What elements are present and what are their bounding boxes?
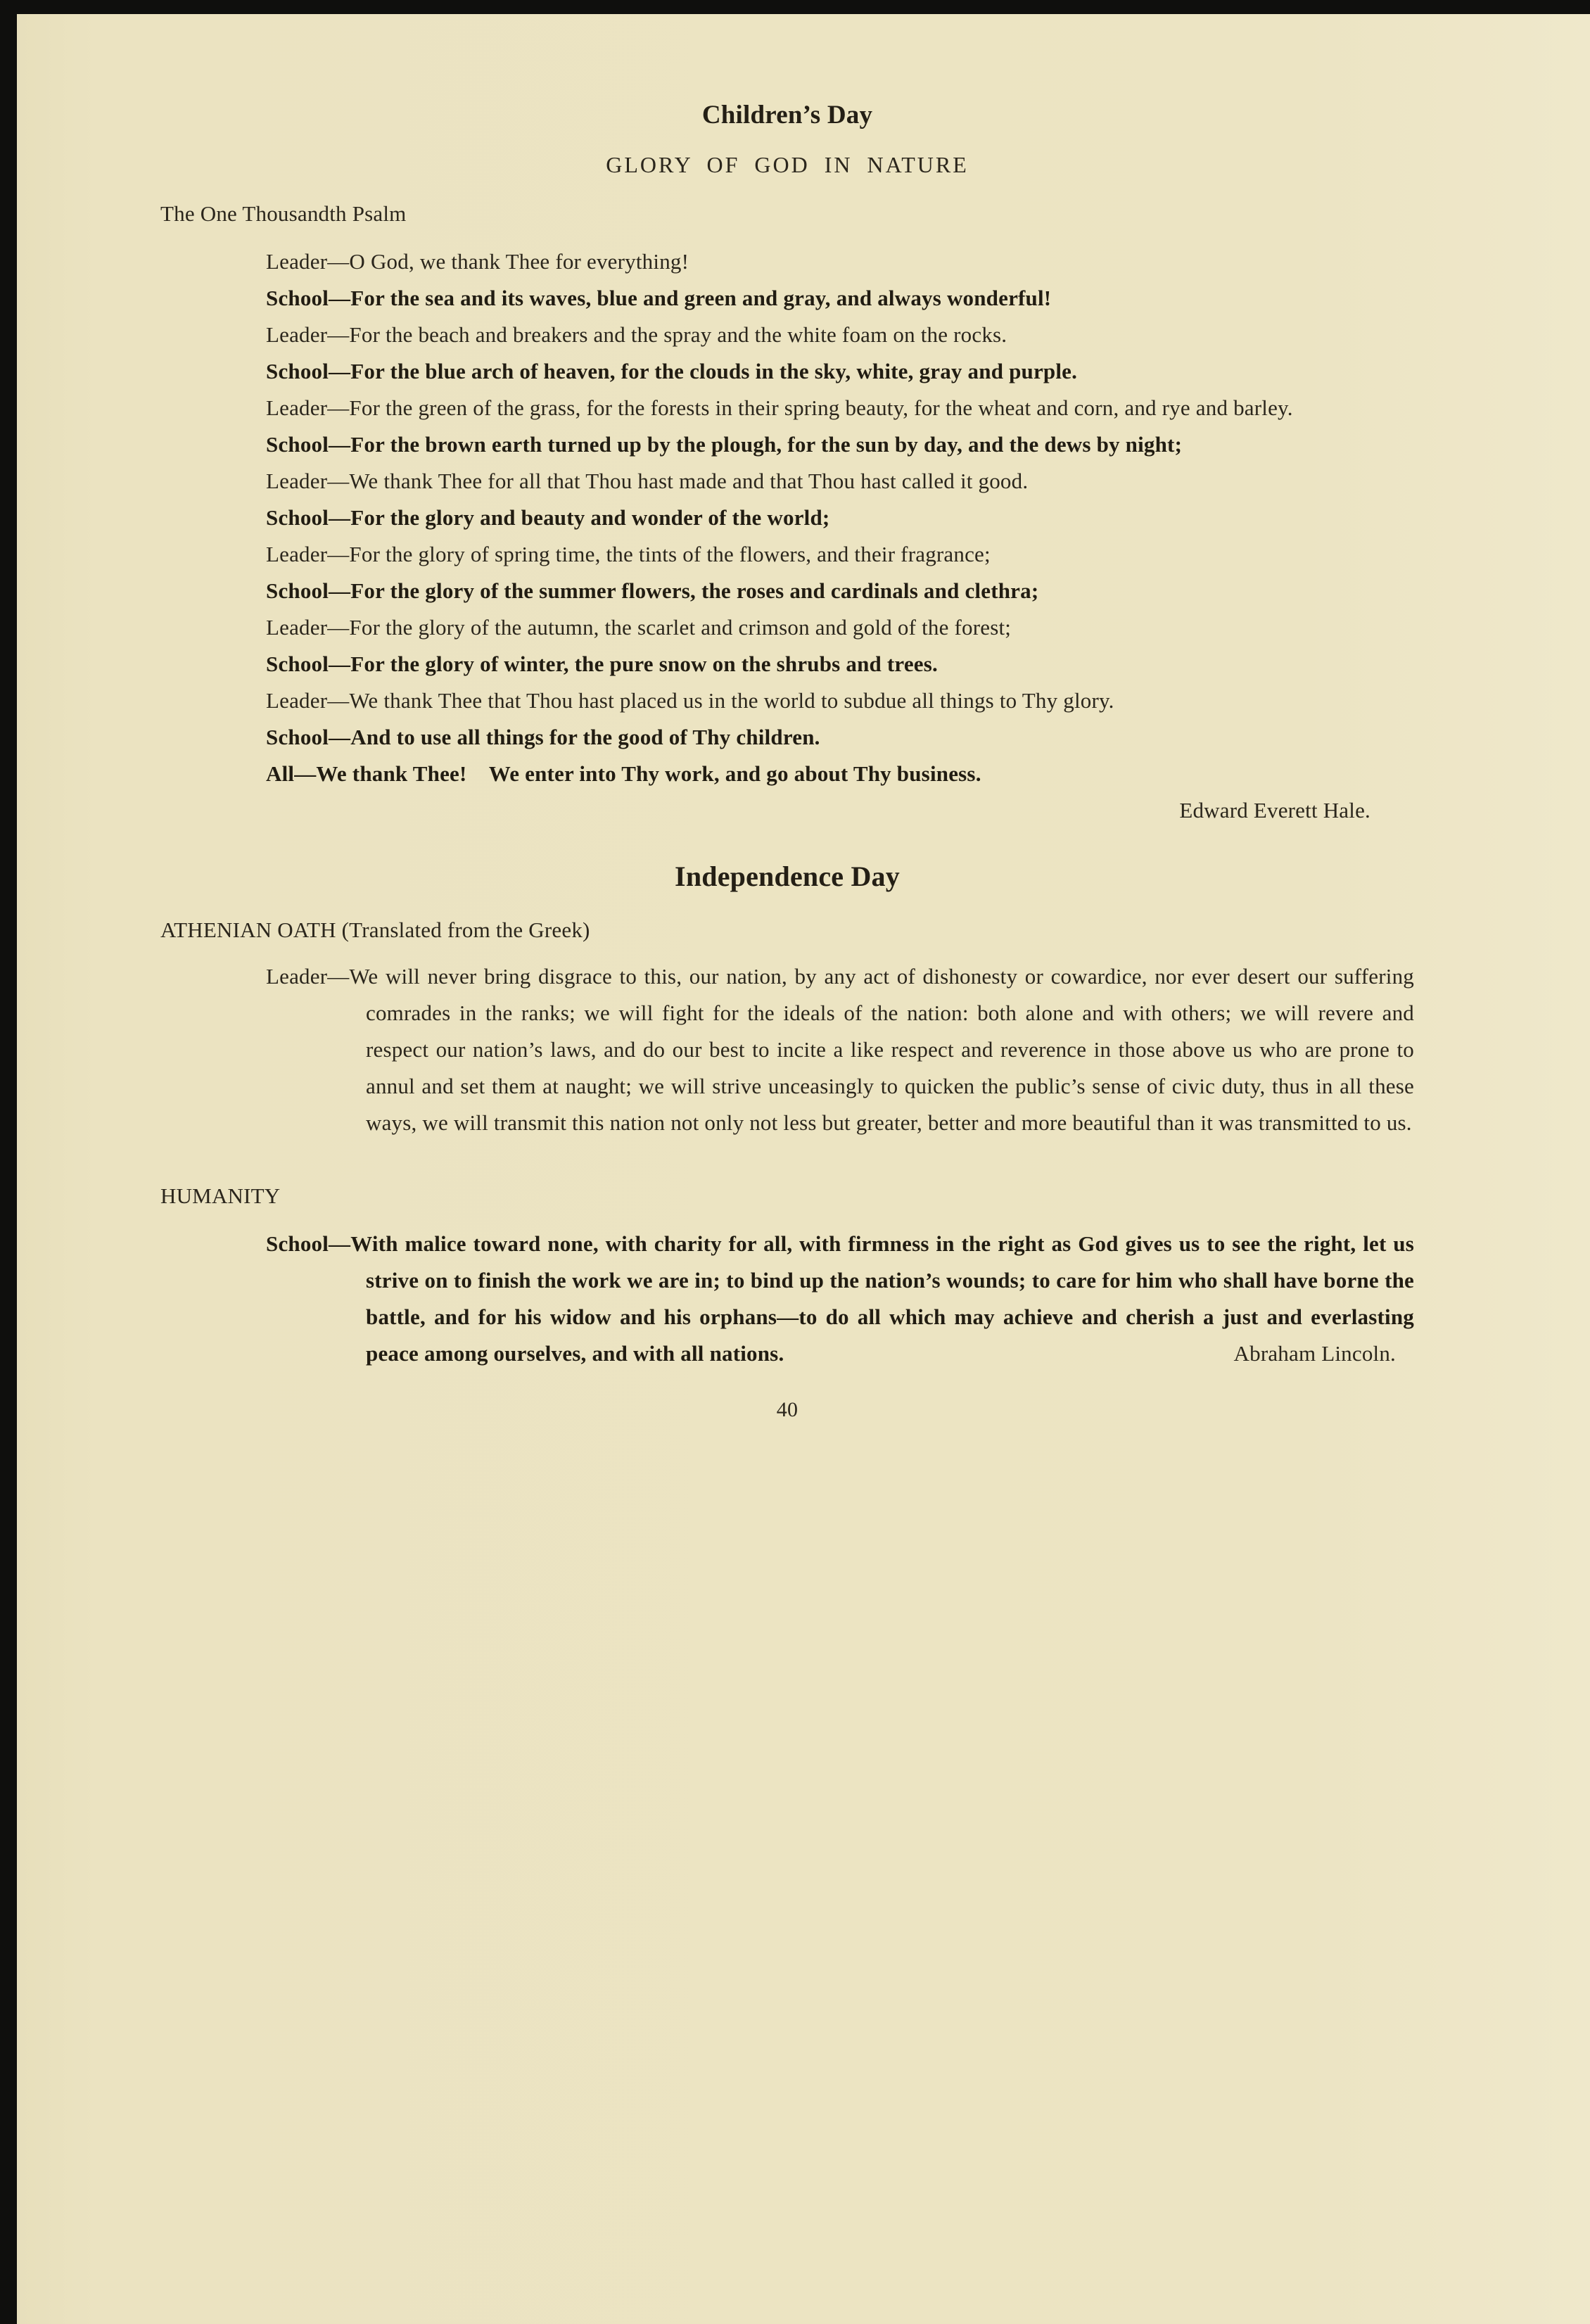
- dialogue-line: School—And to use all things for the good of Thy children.: [266, 725, 820, 749]
- dialogue-line: All—We thank Thee! We enter into Thy work, and go about Thy business.: [266, 761, 981, 786]
- dialogue-line: School—For the blue arch of heaven, for the clouds in the sky, white, gray and purple.: [266, 359, 1078, 383]
- page-number: 40: [776, 1398, 799, 1421]
- dialogue-line: School—For the glory and beauty and wonder of the world;: [266, 505, 830, 530]
- book-page: [160, 99, 1414, 1428]
- dialogue-line: School—With malice toward none, with charity for all, with firmness in the right as God gives us to see the right, let us strive on to finish the work we are in; to bind up the nation’s wounds; to care for him who shall have borne the battle, and for his widow and his orphans—to do all which may achieve and cherish a just and everlasting peace among ourselves, and with all nations.: [266, 1231, 1414, 1366]
- dialogue-line: Leader—We thank Thee that Thou hast placed us in the world to subdue all things to Thy glory.: [266, 688, 1114, 713]
- heading-one-thousandth-psalm: The One Thousandth Psalm: [160, 201, 407, 226]
- oath-paragraph: [160, 958, 1414, 1141]
- dialogue-line: Leader—For the green of the grass, for the forests in their spring beauty, for the wheat and corn, and rye and barley.: [266, 395, 1293, 420]
- dialogue-line: Leader—For the glory of the autumn, the scarlet and crimson and gold of the forest;: [266, 615, 1012, 640]
- scan-edge-left: [0, 0, 17, 2324]
- dialogue-line: Leader—O God, we thank Thee for everything!: [266, 249, 689, 274]
- title-independence-day: Independence Day: [675, 861, 900, 892]
- scan-edge-top: [0, 0, 1590, 14]
- dialogue-line: School—For the sea and its waves, blue and green and gray, and always wonderful!: [266, 286, 1052, 310]
- page-title-childrens-day: Children’s Day: [701, 101, 873, 129]
- attribution-hale: Edward Everett Hale.: [1179, 798, 1370, 823]
- dialogue-line: Leader—We thank Thee for all that Thou hast made and that Thou hast called it good.: [266, 469, 1029, 493]
- dialogue-line: Leader—For the beach and breakers and the spray and the white foam on the rocks.: [266, 322, 1007, 347]
- dialogue-line: Leader—For the glory of spring time, the tints of the flowers, and their fragrance;: [266, 542, 991, 566]
- heading-humanity: HUMANITY: [160, 1183, 281, 1208]
- attribution-lincoln: Abraham Lincoln.: [1233, 1341, 1396, 1366]
- dialogue-line: Leader—We will never bring disgrace to this, our nation, by any act of dishonesty or cowardice, nor ever desert our suffering comrades in the ranks; we will fight for the ideals of the nation: both alone and with others; we will revere and respect our nation’s laws, and do our best to incite a like respect and reverence in those above us who are prone to annul and set them at naught; we will strive unceasingly to quicken the public’s sense of civic duty, thus in all these ways, we will transmit this nation not only not less but greater, better and more beautiful than it was transmitted to us.: [266, 964, 1414, 1135]
- heading-athenian-oath: ATHENIAN OATH (Translated from the Greek): [160, 917, 590, 942]
- dialogue-line: School—For the glory of winter, the pure snow on the shrubs and trees.: [266, 652, 938, 676]
- subtitle-glory-of-god: GLORY OF GOD IN NATURE: [606, 152, 969, 177]
- dialogue-line: School—For the glory of the summer flowers, the roses and cardinals and clethra;: [266, 578, 1039, 603]
- dialogue-line: School—For the brown earth turned up by the plough, for the sun by day, and the dews by night;: [266, 432, 1183, 457]
- responsive-reading-psalm: [160, 243, 1414, 792]
